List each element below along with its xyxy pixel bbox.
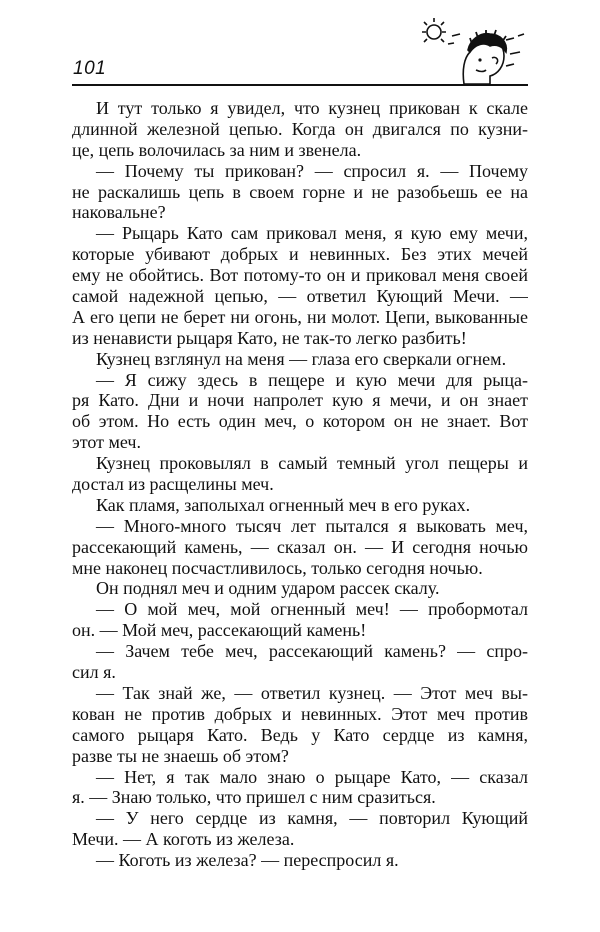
text-line: А его цепи не берет ни огонь, ни молот. Цепи, выкованные: [72, 306, 528, 327]
text-line: самой надежной цепью, — ответил Кующий Мечи. —: [72, 286, 528, 307]
text-line: И тут только я увидел, что кузнец прикован к скале: [96, 98, 528, 118]
text-line: длинной железной цепью. Когда он двигался по кузни-: [72, 118, 528, 139]
text-line: — Зачем тебе меч, рассекающий камень? — спро-: [96, 641, 528, 662]
text-line: — О мой меч, мой огненный меч! — пробормотал: [96, 599, 528, 620]
book-text: [72, 98, 528, 871]
text-line: достал из расщелины меч.: [72, 474, 274, 495]
text-line: рассекающий камень, — сказал он. — И сегодня ночью: [72, 536, 528, 557]
text-line: кован не против добрых и невинных. Этот меч против: [72, 703, 528, 724]
text-line: Мечи. — А коготь из железа.: [72, 829, 295, 850]
text-line: Кузнец проковылял в самый темный угол пещеры и: [96, 453, 528, 474]
text-line: этот меч.: [72, 432, 141, 453]
text-line: не раскалишь цепь в своем горне и не разобьешь ее на: [72, 181, 528, 202]
text-line: разве ты не знаешь об этом?: [72, 745, 289, 766]
text-line: мне наконец посчастливилось, только сегодня ночью.: [72, 557, 483, 578]
text-line: он. — Мой меч, рассекающий камень!: [72, 620, 367, 641]
boy-head-illustration: [420, 14, 530, 86]
text-line: — Много-много тысяч лет пытался я выковать меч,: [96, 515, 528, 536]
text-line: Кузнец взглянул на меня — глаза его сверкали огнем.: [96, 348, 507, 369]
text-line: самого рыцаря Като. Ведь у Като сердце из камня,: [72, 724, 528, 745]
text-line: наковальне?: [72, 202, 166, 223]
text-line: Как пламя, заполыхал огненный меч в его руках.: [96, 494, 471, 515]
text-line: — У него сердце из камня, — повторил Кующий: [96, 808, 528, 829]
text-line: из ненависти рыцаря Като, не так-то легко разбить!: [72, 327, 467, 348]
text-line: сил я.: [72, 662, 116, 683]
text-line: которые убивают добрых и невинных. Без этих мечей: [72, 244, 528, 265]
text-line: — Коготь из железа? — переспросил я.: [96, 850, 399, 871]
text-line: об этом. Но есть один меч, о котором он не знает. Вот: [72, 411, 528, 432]
text-line: — Почему ты прикован? — спросил я. — Почему: [96, 160, 528, 181]
text-line: — Я сижу здесь в пещере и кую мечи для рыца-: [96, 369, 528, 390]
text-line: ему не обойтись. Вот потому-то он и приковал меня своей: [72, 265, 528, 286]
text-line: — Так знай же, — ответил кузнец. — Этот меч вы-: [96, 682, 528, 703]
text-line: — Рыцарь Като сам приковал меня, я кую ему мечи,: [96, 223, 528, 244]
page-number: 101: [73, 58, 107, 79]
boy-head-icon: [463, 30, 506, 84]
text-line: Он поднял меч и одним ударом рассек скалу.: [96, 578, 440, 599]
sun-icon: [422, 18, 446, 42]
text-line: це, цепь волочилась за ним и звенела.: [72, 139, 362, 160]
text-line: ря Като. Дни и ночи напролет кую я мечи, и он знает: [72, 390, 528, 411]
text-line: — Нет, я так мало знаю о рыцаре Като, — сказал: [96, 766, 528, 787]
text-line: я. — Знаю только, что пришел с ним сразиться.: [72, 787, 436, 808]
